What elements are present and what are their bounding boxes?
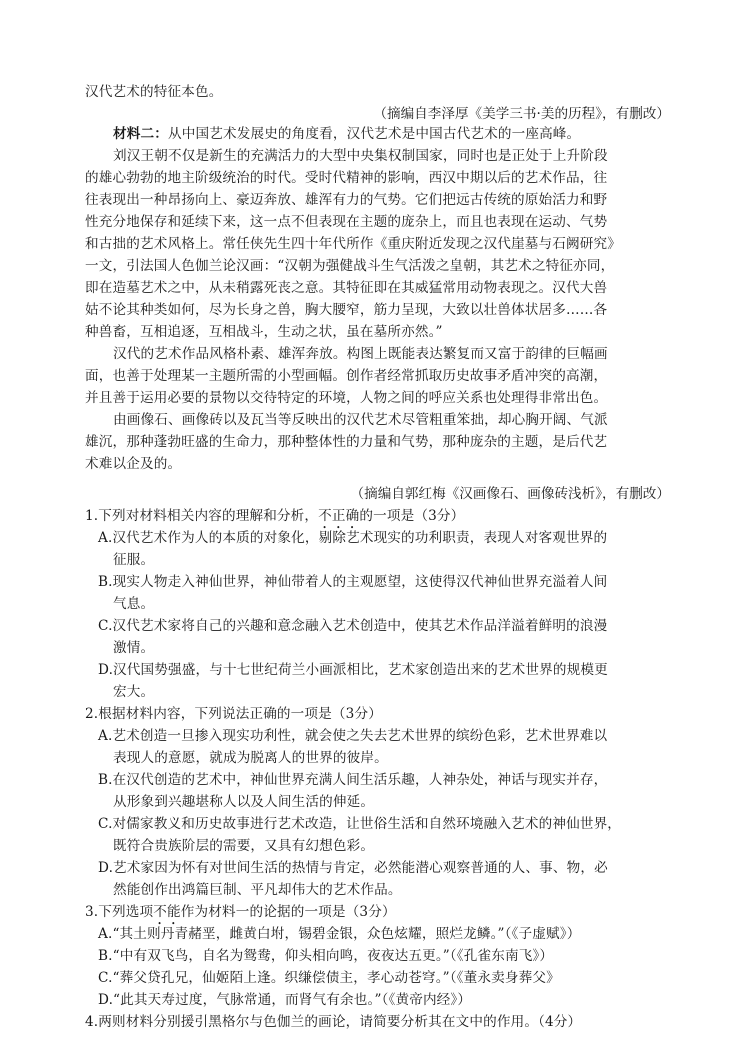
q2-option-d-cont: 然能创作出鸿篇巨制、平凡却伟大的艺术作品。: [113, 882, 402, 898]
m2-p2-line: 即在造墓艺术之中，从未稍露死丧之意。其特征即在其威猛常用动物表现之。汉代大兽: [85, 280, 608, 296]
q2-option-b: B.在汉代创造的艺术中，神仙世界充满人间生活乐趣，人神杂处，神话与现实并存，: [98, 772, 608, 788]
m2-p2-line: 刘汉王朝不仅是新生的充满活力的大型中央集权制国家，同时也是正处于上升阶段: [113, 148, 608, 164]
question-2-stem: 2.根据材料内容，下列说法正确的一项是（3分）: [85, 706, 382, 722]
material1-tail: 汉代艺术的特征本色。: [85, 84, 223, 100]
q1-option-a: A.汉代艺术作为人的本质的对象化，剔除艺术现实的功利职责，表现人对客观世界的: [98, 530, 608, 546]
question-1-stem: 1.下列对材料相关内容的理解和分析，不正确的一项是（3分）: [85, 508, 465, 524]
m2-p2-line: 的雄心勃勃的地主阶级统治的时代。受时代精神的影响，西汉中期以后的艺术作品，往: [85, 170, 608, 186]
m2-p2-line: 性充分地保存和延续下来，这一点不但表现在主题的庞杂上，而且也表现在运动、气势: [85, 214, 608, 230]
m2-p3-line: 汉代的艺术作品风格朴素、雄浑奔放。构图上既能表达繁复而又富于韵律的巨幅画: [113, 346, 608, 362]
m2-p2-line: 种兽畜，互相追逐，互相战斗，生动之状，虽在墓所亦然。”: [85, 324, 443, 340]
q3-option-a: A.“其土则丹青赭垩，雌黄白坿，锡碧金银，众色炫耀，照烂龙鳞。”（《子虚赋》）: [98, 926, 581, 942]
m2-p4-line: 由画像石、画像砖以及瓦当等反映出的汉代艺术尽管粗重笨拙，却心胸开阔、气派: [113, 412, 608, 428]
material2-intro-text: 从中国艺术发展史的角度看，汉代艺术是中国古代艺术的一座高峰。: [167, 126, 581, 142]
q1-option-c: C.汉代艺术家将自己的兴趣和意念融入艺术创造中，使其艺术作品洋溢着鲜明的浪漫: [98, 618, 608, 634]
m2-p3-line: 面，也善于处理某一主题所需的小型画幅。创作者经常抓取历史故事矛盾冲突的高潮，: [85, 368, 608, 384]
q1-option-d-cont: 宏大。: [113, 684, 155, 700]
q2-option-c-cont: 既符合贵族阶层的需要，又具有幻想色彩。: [113, 838, 375, 854]
q2-option-a: A.艺术创造一旦掺入现实功利性，就会使之失去艺术世界的缤纷色彩，艺术世界难以: [98, 728, 608, 744]
q1-option-b-cont: 气息。: [113, 596, 155, 612]
q2-option-b-cont: 从形象到兴趣堪称人以及人间生活的伸延。: [113, 794, 375, 810]
m2-p4-line: 雄沉，那种蓬勃旺盛的生命力，那种整体性的力量和气势，那种庞杂的主题，是后代艺: [85, 434, 608, 450]
material2-source: （摘编自郭红梅《汉画像石、画像砖浅析》，有删改）: [350, 486, 670, 502]
question-3-stem: 3.下列选项不能作为材料一的论据的一项是（3分）: [85, 904, 396, 920]
material2-intro: [113, 124, 580, 144]
q2-option-c: C.对儒家教义和历史故事进行艺术改造，让世俗生活和自然环境融入艺术的神仙世界，: [98, 816, 622, 832]
m2-p2-line: 一文，引法国人色伽兰论汉画：“汉朝为强健战斗生气活泼之皇朝，其艺术之特征亦同，: [85, 258, 615, 274]
question-4-stem: 4.两则材料分别援引黑格尔与色伽兰的画论，请简要分析其在文中的作用。（4分）: [85, 1014, 582, 1030]
q3-option-d: D.“此其天寿过度，气脉常通，而肾气有余也。”（《黄帝内经》）: [98, 992, 472, 1008]
m2-p3-line: 并且善于运用必要的景物以交待特定的环境，人物之间的呼应关系也处理得非常出色。: [85, 390, 608, 406]
m2-p2-line: 姑不论其种类如何，尽为长身之兽，胸大腰窄，筋力呈现，大致以壮兽体状居多……各: [85, 302, 608, 318]
material2-label: 材料二：: [113, 126, 168, 142]
q1-option-d: D.汉代国势强盛，与十七世纪荷兰小画派相比，艺术家创造出来的艺术世界的规模更: [98, 662, 608, 678]
q3-option-c: C.“葬父贷孔兄，仙姬陌上逢。织缣偿债主，孝心动苍穹。”（《董永卖身葬父》: [98, 970, 560, 986]
emphasis-text: 不正确: [318, 508, 360, 524]
m2-p2-line: 往表现出一种昂扬向上、豪迈奔放、雄浑有力的气势。它们把远古传统的原始活力和野: [85, 192, 608, 208]
q1-option-a-cont: 征服。: [113, 552, 155, 568]
material1-source: （摘编自李泽厚《美学三书·美的历程》，有删改）: [373, 106, 670, 122]
q1-option-c-cont: 激情。: [113, 640, 155, 656]
q3-option-b: B.“中有双飞鸟，自名为鸳鸯，仰头相向鸣，夜夜达五更。”（《孔雀东南飞》）: [98, 948, 554, 964]
m2-p2-line: 和古拙的艺术风格上。常任侠先生四十年代所作《重庆附近发现之汉代崖墓与石阙研究》: [85, 236, 622, 252]
q2-option-d: D.艺术家因为怀有对世间生活的热情与肯定，必然能潜心观察普通的人、事、物，必: [98, 860, 608, 876]
q2-option-a-cont: 表现人的意愿，就成为脱离人的世界的彼岸。: [113, 750, 388, 766]
q1-option-b: B.现实人物走入神仙世界，神仙带着人的主观愿望，这使得汉代神仙世界充溢着人间: [98, 574, 608, 590]
m2-p4-line: 术难以企及的。: [85, 456, 182, 472]
emphasis-text: 不能: [153, 904, 181, 920]
